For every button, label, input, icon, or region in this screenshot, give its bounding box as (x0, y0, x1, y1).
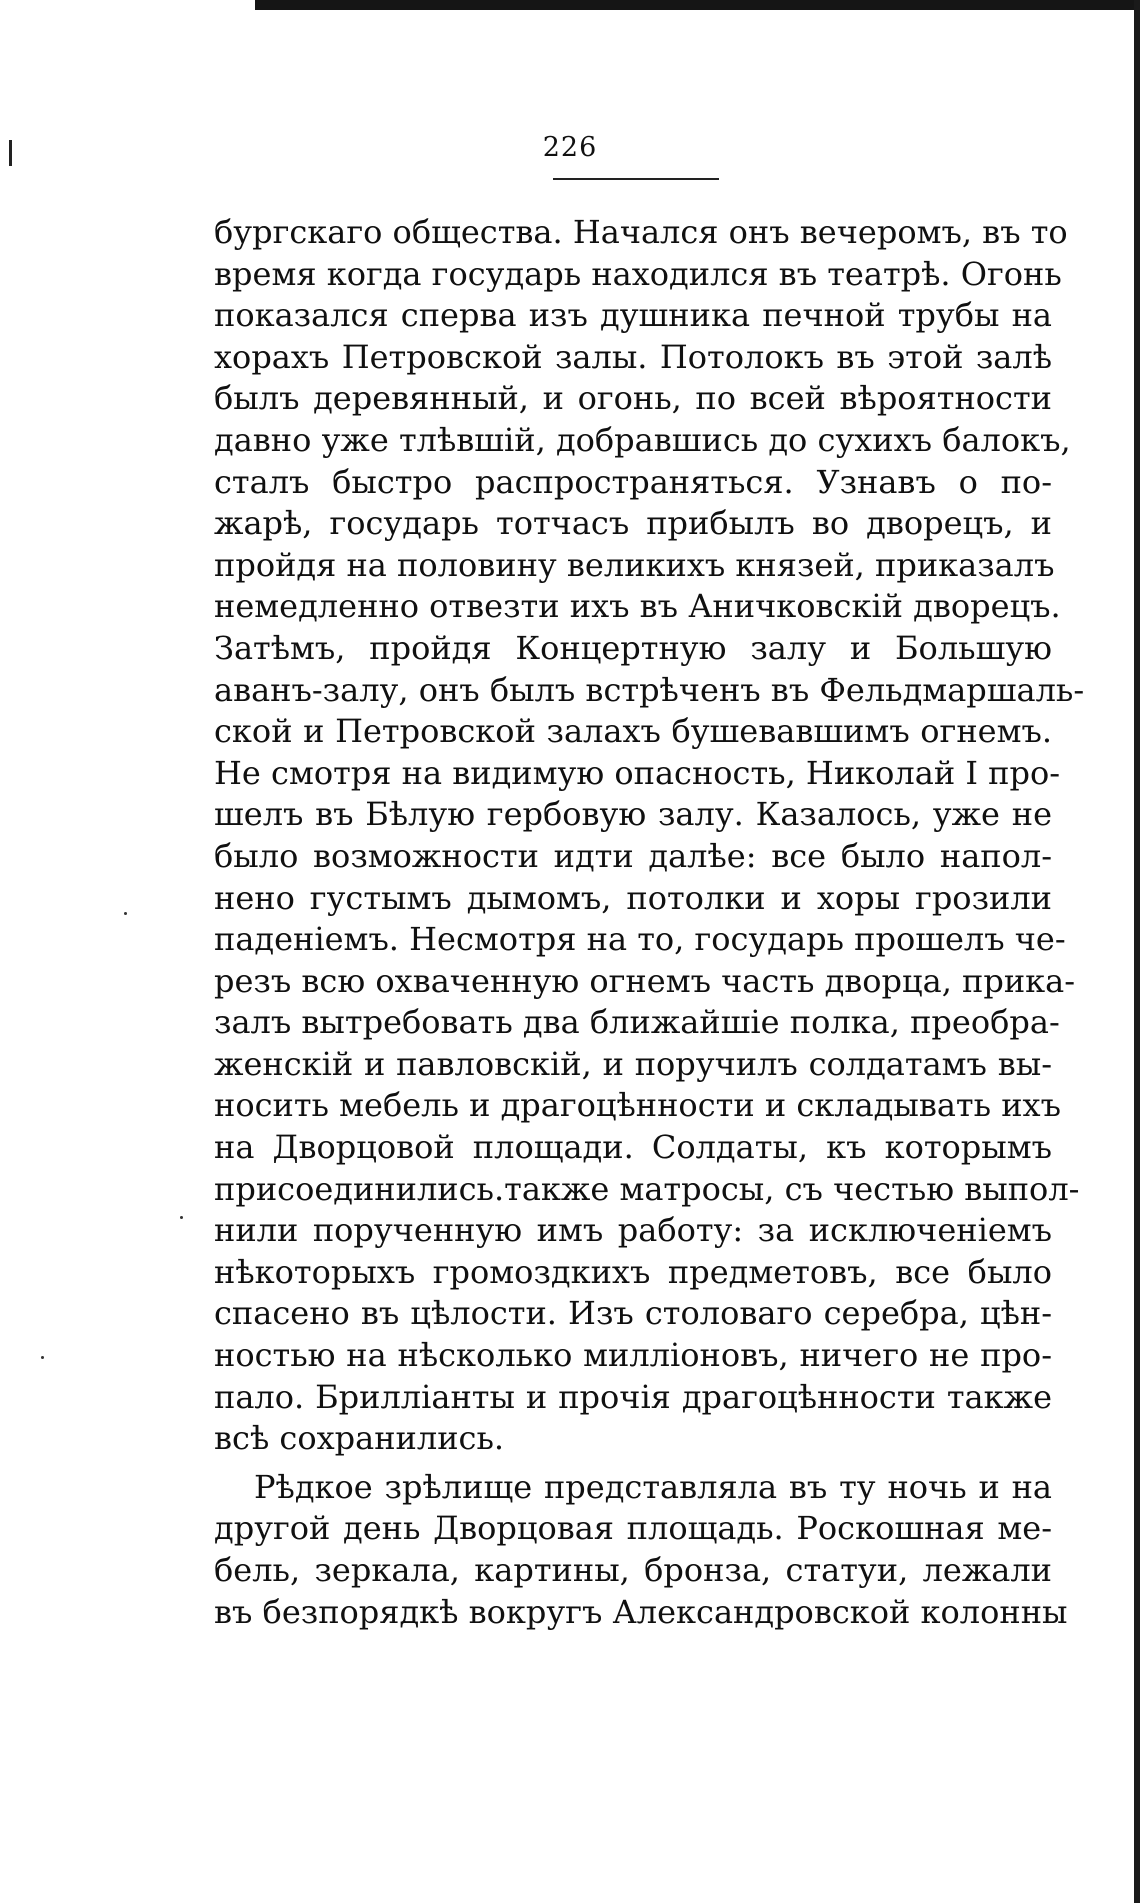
scan-speck (41, 1356, 44, 1359)
text-line: носить мебель и драгоцѣнности и складывать ихъ (214, 1086, 1061, 1125)
paragraph-1 (214, 212, 1085, 1460)
text-line: на Дворцовой площади. Солдаты, къ которымъ (214, 1128, 1052, 1167)
text-line: показался сперва изъ душника печной трубы на (214, 296, 1052, 335)
text-line: женскій и павловскій, и поручилъ солдатамъ вы- (214, 1044, 1052, 1083)
text-line: былъ деревянный, и огонь, по всей вѣроятности (214, 379, 1052, 418)
text-line: шелъ въ Бѣлую гербовую залу. Казалось, уже не (214, 795, 1052, 834)
text-line: Не смотря на видимую опасность, Николай I про- (214, 753, 1061, 792)
text-line: нено густымъ дымомъ, потолки и хоры грозили (214, 878, 1052, 917)
text-line: ской и Петровской залахъ бушевавшимъ огнемъ. (214, 712, 1052, 751)
text-line: аванъ-залу, онъ былъ встрѣченъ въ Фельдмаршаль- (214, 670, 1085, 709)
text-line: хорахъ Петровской залы. Потолокъ въ этой залѣ (214, 337, 1052, 376)
text-line: было возможности идти далѣе: все было напол- (214, 836, 1052, 875)
text-line: залъ вытребовать два ближайшіе полка, преобра- (214, 1003, 1060, 1042)
scan-right-border (1134, 0, 1140, 1903)
text-line: резъ всю охваченную огнемъ часть дворца, прика- (214, 961, 1076, 1000)
text-line: нѣкоторыхъ громоздкихъ предметовъ, все было (214, 1252, 1052, 1291)
header-rule (553, 178, 719, 180)
text-line: сталъ быстро распространяться. Узнавъ о по- (214, 462, 1052, 501)
body-text (214, 212, 1085, 1633)
paragraph-2 (214, 1467, 1068, 1633)
text-line: время когда государь находился въ театрѣ. Огонь (214, 254, 1062, 293)
page-number: 226 (542, 132, 598, 163)
text-line: Рѣдкое зрѣлище представляла въ ту ночь и на (254, 1467, 1052, 1506)
text-line: пало. Бриллiанты и прочія драгоцѣнности также (214, 1377, 1052, 1416)
text-line: паденіемъ. Несмотря на то, государь прошелъ че- (214, 920, 1066, 959)
scan-speck (124, 912, 127, 915)
text-line: давно уже тлѣвшій, добравшись до сухихъ балокъ, (214, 420, 1071, 459)
scan-top-border (255, 0, 1140, 10)
scan-speck (180, 1216, 183, 1219)
text-line: спасено въ цѣлости. Изъ столоваго серебра, цѣн- (214, 1294, 1052, 1333)
paragraph-gap (214, 1460, 1052, 1467)
text-line: присоединились.также матросы, съ честью выпол- (214, 1169, 1080, 1208)
text-line: жарѣ, государь тотчасъ прибылъ во дворецъ, и (214, 504, 1052, 543)
text-line: другой день Дворцовая площадь. Роскошная ме- (214, 1509, 1052, 1548)
text-line: немедленно отвезти ихъ въ Аничковскій дворецъ. (214, 587, 1061, 626)
text-line: всѣ сохранились. (214, 1419, 505, 1458)
text-line: бель, зеркала, картины, бронза, статуи, лежали (214, 1551, 1052, 1589)
text-line: ностью на нѣсколько милліоновъ, ничего не про- (214, 1336, 1052, 1375)
text-line: нили порученную имъ работу: за исключеніемъ (214, 1211, 1052, 1250)
text-line: Затѣмъ, пройдя Концертную залу и Большую (214, 628, 1052, 667)
text-line: въ безпорядкѣ вокругъ Александровской колонны (214, 1592, 1068, 1631)
text-line: бургскаго общества. Начался онъ вечеромъ, въ то (214, 213, 1068, 251)
text-line: пройдя на половину великихъ князей, приказалъ (214, 545, 1055, 584)
